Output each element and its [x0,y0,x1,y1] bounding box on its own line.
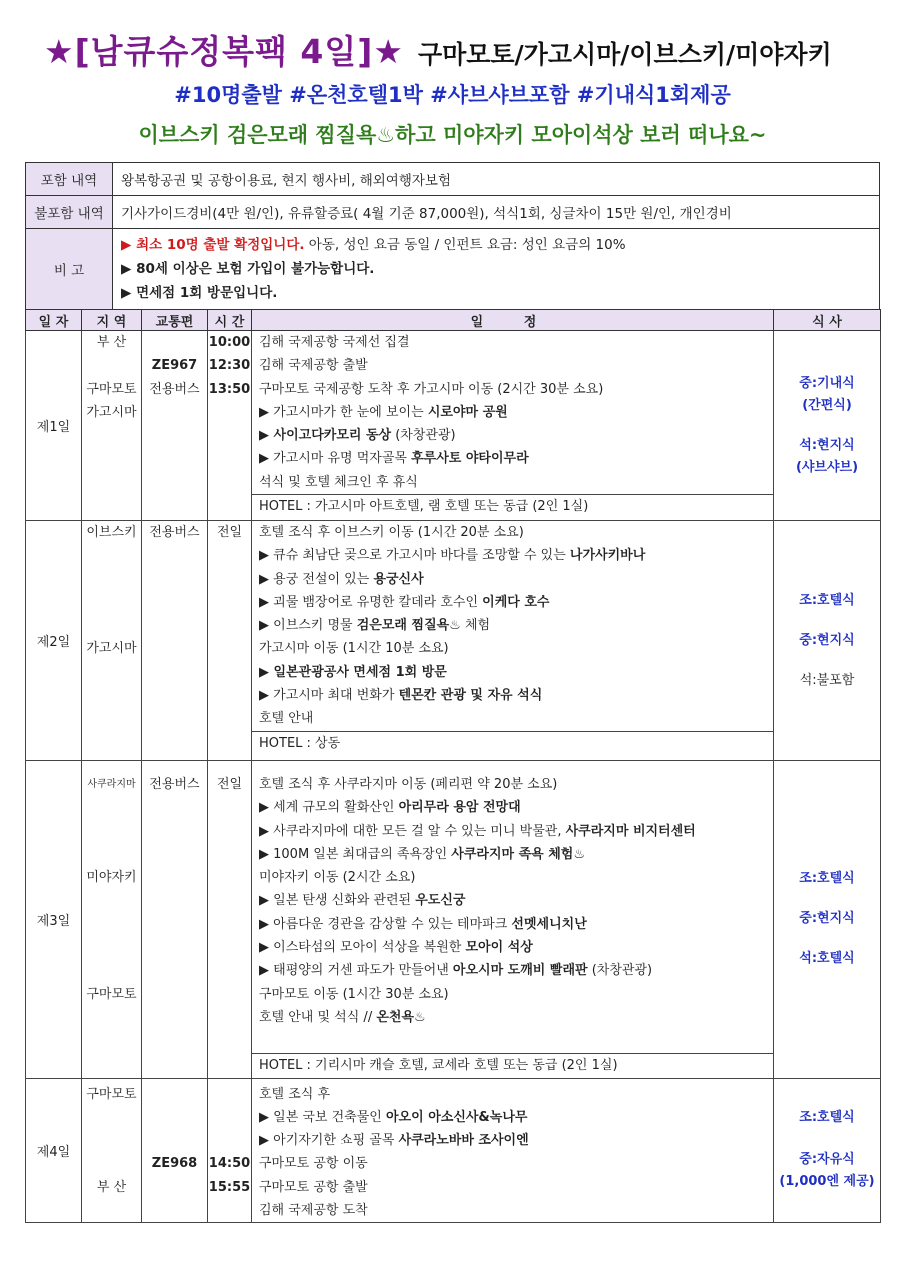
day-4-row [26,1078,881,1223]
itinerary-line: 구마모토 공항 이동 [259,1156,368,1172]
highlight: 사쿠라지마 비지터센터 [565,823,696,839]
title-line [44,26,832,73]
region: 부 산 [96,335,127,350]
tour-title: ★[남큐슈정복팩 4일]★ [44,32,404,71]
excluded-value: 기사가이드경비(4만 원/인), 유류할증료( 4월 기준 87,000원), 석식1회, 싱글차이 15만 원/인, 개인경비 [113,196,880,229]
meal-item: 석:현지식 [799,437,855,453]
highlight: ▶ 사이고다카모리 동상 [259,428,392,444]
highlight: 후루사토 야타이무라 [411,451,529,467]
day-2-time [208,521,252,761]
schedule-table [25,309,881,1223]
text: ▶ 태평양의 거센 파도가 만들어낸 [259,963,453,979]
region: 미야자키 [86,870,137,886]
time: 전일 [216,777,243,792]
included-label: 포함 내역 [26,163,113,196]
day-3-time [208,761,252,1079]
day-4-transport [142,1078,208,1223]
text: ▶ 일본 국보 건축물인 [259,1109,386,1125]
region: 부 산 [96,1179,127,1195]
time: 13:50 [208,381,251,397]
itinerary-line [259,591,773,614]
col-day: 일 자 [26,310,82,331]
itinerary-line: 구마모토 국제공항 도착 후 가고시마 이동 (2시간 30분 소요) [259,381,604,397]
itinerary-line [259,401,773,424]
note-line-1 [121,233,871,257]
highlight: 모아이 석상 [465,940,533,956]
highlight: 사쿠라지마 족욕 체험♨ [451,846,586,862]
highlight: 우도신궁 [415,893,466,909]
spacer [82,936,141,959]
note-line-2: ▶ 80세 이상은 보험 가입이 불가능합니다. [121,261,375,277]
itinerary-line: 김해 국제공항 도착 [259,1203,368,1219]
itinerary-line: 가고시마 이동 (1시간 10분 소요) [259,641,449,657]
itinerary-line [259,1006,773,1029]
meal-item: 석:불포함 [799,672,855,688]
highlight: 시로야마 공원 [427,404,508,420]
hotel-info: HOTEL : 상동 [252,731,773,756]
region: 사쿠라지마 [87,779,136,790]
text: ▶ 가고시마 최대 번화가 [259,688,399,704]
itinerary-line: 호텔 안내 [259,711,314,727]
spacer [82,796,141,819]
day-2-regions [82,521,142,761]
itinerary-line [259,424,773,447]
text: ▶ 아름다운 경관을 감상할 수 있는 테마파크 [259,916,512,932]
col-region: 지 역 [82,310,142,331]
itinerary-line [259,614,773,637]
col-itinerary: 일 정 [252,310,774,331]
time: 15:55 [208,1179,251,1195]
spacer [82,913,141,936]
day-3-label: 제3일 [26,761,82,1079]
highlight: 선멧세니치난 [511,916,587,932]
day-2-row [26,521,881,761]
slogan: 이브스키 검은모래 찜질욕♨하고 미야자키 모아이석상 보러 떠나요~ [138,123,767,147]
spacer [82,591,141,614]
hashtags: #10명출발 #온천호텔1박 #샤브샤브포함 #기내식1회제공 [174,83,731,107]
flight-number: ZE968 [151,1156,198,1172]
meal-item: 중:현지식 [799,911,855,927]
day-3-row [26,761,881,1079]
region: 구마모토 [86,986,137,1002]
spacer [82,568,141,591]
meal-item: 중:현지식 [799,632,855,648]
note-line-3: ▶ 면세점 1회 방문입니다. [121,285,278,301]
highlight: 아리무라 용암 전망대 [398,800,521,816]
region: 구마모토 [86,1086,137,1102]
itinerary-line: 구마모토 공항 출발 [259,1179,368,1195]
spacer [82,614,141,637]
day-2-label: 제2일 [26,521,82,761]
text: 체험 [460,618,491,634]
meal-item: 중:자유식 [799,1152,855,1168]
day-2-meals [774,521,881,761]
day-1-itinerary [252,331,774,521]
col-transport: 교통편 [142,310,208,331]
region: 구마모토 [86,381,137,397]
highlight: 아오이 아소신사&녹나무 [386,1109,528,1125]
day-4-itinerary [252,1078,774,1223]
time: 전일 [216,525,243,540]
itinerary-line: 구마모토 이동 (1시간 30분 소요) [259,986,449,1002]
note-cell [113,229,880,310]
itinerary-line: 호텔 조식 후 이브스키 이동 (1시간 20분 소요) [259,525,524,540]
highlight: 텐몬칸 관광 및 자유 석식 [398,688,543,704]
spacer [82,959,141,982]
spacer [82,843,141,866]
itinerary-line: 김해 국제공항 출발 [259,358,368,374]
included-value: 왕복항공권 및 공항이용료, 현지 행사비, 해외여행자보험 [113,163,880,196]
itinerary-line [259,544,773,567]
day-4-times [208,1078,252,1223]
spacer [142,1083,207,1106]
spacer [142,1106,207,1129]
excluded-label: 불포함 내역 [26,196,113,229]
spacer [82,1106,141,1129]
flight-number: ZE967 [151,358,198,374]
itinerary-line [259,936,773,959]
itinerary-line [259,959,773,982]
time: 12:30 [208,358,251,374]
highlight: 이케다 호수 [482,594,550,610]
text: ▶ 용궁 전설이 있는 [259,571,374,587]
col-time: 시 간 [208,310,252,331]
note-price: 아동, 성인 요금 동일 / 인펀트 요금: 성인 요금의 10% [304,237,626,253]
day-2-itinerary [252,521,774,761]
meal-item: 조:호텔식 [799,871,855,887]
highlight: 나가사키바나 [569,548,646,564]
itinerary-line: 미야자키 이동 (2시간 소요) [259,870,416,886]
note-min-people: ▶ 최소 10명 출발 확정입니다. [121,237,305,253]
spacer [82,354,141,377]
itinerary-line [259,796,773,819]
text: ▶ 일본 탄생 신화와 관련된 [259,893,416,909]
spacer [82,544,141,567]
day-4-regions [82,1078,142,1223]
day-3-regions [82,761,142,1079]
meal-item: 조:호텔식 [799,1110,855,1126]
day-1-times [208,331,252,521]
region: 이브스키 [86,525,137,540]
itinerary-line [259,889,773,912]
text: ▶ 가고시마가 한 눈에 보이는 [259,404,428,420]
note-label: 비 고 [26,229,113,310]
day-1-transport [142,331,208,521]
time: 10:00 [208,335,251,350]
text: (차창관광) [587,963,653,979]
itinerary-line [259,568,773,591]
meal-item: (간편식) [802,397,852,413]
text: ▶ 이브스키 명물 [259,618,357,634]
day-4-label: 제4일 [26,1078,82,1223]
bus: 전용버스 [149,777,200,792]
text: (차창관광) [391,428,456,444]
itinerary-line: 김해 국제공항 국제선 집결 [259,335,410,350]
spacer [82,1152,141,1175]
meal-item: (샤브샤브) [795,459,859,475]
spacer [142,331,207,354]
text: ▶ 가고시마 유명 먹자골목 [259,451,412,467]
itinerary-line: 호텔 조식 후 [259,1086,331,1102]
highlight: 아오시마 도깨비 빨래판 [452,963,588,979]
spacer [208,1083,251,1106]
tour-route: 구마모토/가고시마/이브스키/미야자키 [417,40,832,69]
day-3-meals [774,761,881,1079]
itinerary-line [259,820,773,843]
time: 14:50 [208,1156,251,1172]
highlight: 사쿠라노바바 조사이엔 [398,1133,529,1149]
spacer [82,1129,141,1152]
itinerary-line [259,684,773,707]
region: 가고시마 [86,404,137,420]
bus: 전용버스 [149,381,200,397]
spacer [259,1029,773,1052]
spacer [82,889,141,912]
meal-item: 중:기내식 [799,375,855,391]
highlight: 온천욕♨ [376,1009,426,1025]
text: ▶ 100M 일본 최대급의 족욕장인 [259,846,452,862]
day-4-meals [774,1078,881,1223]
text: ▶ 세계 규모의 활화산인 [259,800,399,816]
text: ▶ 사쿠라지마에 대한 모든 걸 알 수 있는 미니 박물관, [259,823,566,839]
hotel-info: HOTEL : 가고시마 아트호텔, 램 호텔 또는 동급 (2인 1실) [252,494,773,519]
itinerary-line [259,447,773,470]
bus: 전용버스 [149,525,200,540]
day-3-itinerary [252,761,774,1079]
day-1-meals [774,331,881,521]
itinerary-line [259,1129,773,1152]
info-table [25,162,880,310]
text: ▶ 괴물 뱀장어로 유명한 칼데라 호수인 [259,594,483,610]
text: ▶ 큐슈 최남단 곶으로 가고시마 바다를 조망할 수 있는 [259,548,570,564]
text: 호텔 안내 및 석식 // [259,1009,377,1025]
day-2-transport [142,521,208,761]
meal-item: 조:호텔식 [799,592,855,608]
highlight: 검은모래 찜질욕♨ [356,618,461,634]
itinerary-line [259,843,773,866]
day-1-regions [82,331,142,521]
itinerary-line [259,913,773,936]
itinerary-line: 호텔 조식 후 사쿠라지마 이동 (페리편 약 20분 소요) [259,777,558,792]
highlight: 용궁신사 [373,571,424,587]
spacer [208,1129,251,1152]
day-3-transport [142,761,208,1079]
itinerary-line: ▶ 일본관광공사 면세점 1회 방문 [259,664,447,680]
region: 가고시마 [86,641,137,657]
itinerary-line: 석식 및 호텔 체크인 후 휴식 [259,474,418,490]
text: ▶ 이스타섬의 모아이 석상을 복원한 [259,940,466,956]
col-meal: 식 사 [774,310,881,331]
day-1-label: 제1일 [26,331,82,521]
spacer [82,820,141,843]
meal-item: (1,000엔 제공) [779,1174,875,1190]
text: ▶ 아기자기한 쇼핑 골목 [259,1133,399,1149]
hotel-info: HOTEL : 기리시마 캐슬 호텔, 쿄세라 호텔 또는 동급 (2인 1실) [252,1053,773,1078]
day-1-row [26,331,881,521]
spacer [208,1106,251,1129]
meal-item: 석:호텔식 [799,951,855,967]
itinerary-line [259,1106,773,1129]
spacer [142,1129,207,1152]
